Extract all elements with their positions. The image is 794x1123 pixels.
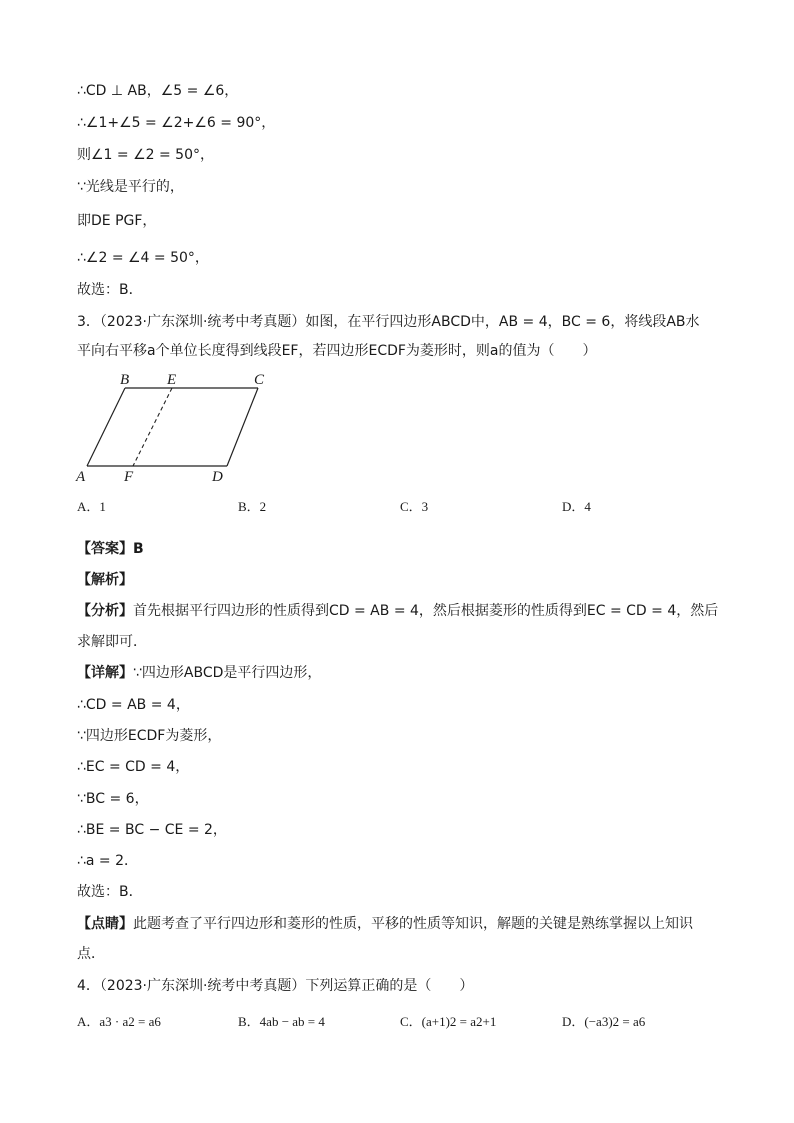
parallelogram-figure	[70, 368, 290, 488]
q4-stem: 4．（2023·广东深圳·统考中考真题）下列运算正确的是（ ）	[77, 978, 474, 994]
fenxi-tag: 【分析】	[77, 603, 133, 619]
segment-ef-dashed	[133, 388, 172, 466]
step-1: ∴CD = AB = 4，	[77, 697, 190, 713]
q3-option-c: C．3	[400, 499, 429, 514]
dianjing-line-1	[77, 914, 693, 934]
fenxi-line-1	[77, 601, 718, 621]
answer-label: 【答案】B	[77, 541, 144, 557]
step-6: ∴a = 2．	[77, 853, 139, 869]
fenxi-text: 首先根据平行四边形的性质得到CD = AB = 4，然后根据菱形的性质得到EC = CD = 4，然后	[133, 603, 719, 619]
label-b: B	[120, 372, 130, 388]
dianjing-text: 此题考查了平行四边形和菱形的性质，平移的性质等知识，解题的关键是熟练掌握以上知识	[133, 916, 693, 932]
label-c: C	[254, 372, 265, 388]
q3-option-d: D．4	[562, 499, 591, 514]
step-3: ∴EC = CD = 4，	[77, 759, 190, 775]
xiangjie-tag: 【详解】	[77, 665, 133, 681]
q4-option-a: A．a3 · a2 = a6	[77, 1014, 161, 1029]
solution-line-3: 则∠1 = ∠2 = 50°，	[77, 147, 214, 163]
step-2: ∵四边形ECDF为菱形，	[77, 728, 222, 744]
solution-line-4: ∵光线是平行的，	[77, 179, 184, 195]
side-ab	[87, 388, 125, 466]
solution-line-2: ∴∠1+∠5 = ∠2+∠6 = 90°，	[77, 115, 276, 131]
q3-stem-line-1: 3．（2023·广东深圳·统考中考真题）如图，在平行四边形ABCD中，AB = 4，BC = 6，将线段AB水	[77, 314, 700, 330]
solution-line-5: 即DE PGF，	[77, 213, 157, 229]
q3-option-a: A．1	[77, 499, 106, 514]
step-7: 故选：B．	[77, 884, 143, 900]
side-cd	[227, 388, 258, 466]
dianjing-tag: 【点睛】	[77, 916, 133, 932]
analysis-heading: 【解析】	[77, 572, 133, 588]
q3-option-b: B．2	[238, 499, 267, 514]
xiangjie-text: ∵四边形ABCD是平行四边形，	[133, 665, 322, 681]
dianjing-line-2: 点．	[77, 946, 105, 962]
q3-stem-line-2: 平向右平移a个单位长度得到线段EF，若四边形ECDF为菱形时，则a的值为（ ）	[77, 343, 597, 359]
solution-line-7: 故选：B．	[77, 282, 143, 298]
q4-option-d: D．(−a3)2 = a6	[562, 1014, 646, 1029]
label-d: D	[212, 469, 223, 485]
label-f: F	[124, 469, 134, 485]
step-4: ∵BC = 6，	[77, 791, 149, 807]
fenxi-line-2: 求解即可．	[77, 634, 147, 650]
xiangjie-line-1	[77, 663, 321, 683]
solution-line-6: ∴∠2 = ∠4 = 50°，	[77, 250, 209, 266]
label-e: E	[167, 372, 177, 388]
label-a: A	[76, 469, 86, 485]
solution-line-1: ∴CD ⊥ AB，∠5 = ∠6，	[77, 83, 239, 99]
step-5: ∴BE = BC − CE = 2，	[77, 822, 227, 838]
q4-option-c: C．(a+1)2 = a2+1	[400, 1014, 497, 1029]
q4-option-b: B．4ab − ab = 4	[238, 1014, 325, 1029]
